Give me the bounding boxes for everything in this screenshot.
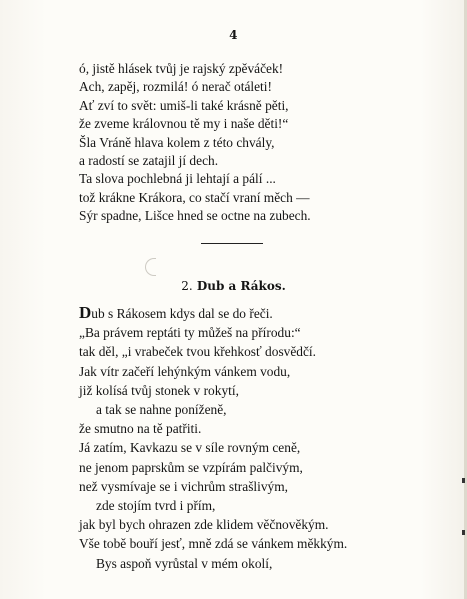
verse-line: Vše tobě bouří jesť, mně zdá se vánkem měkkým. — [79, 536, 348, 552]
verse-line: jak byl bych ohrazen zde klidem věčnověkým. — [79, 517, 329, 533]
scan-artifact — [462, 530, 465, 535]
verse-line: Šla Vráně hlava kolem z této chvály, — [79, 134, 275, 150]
section-title-text: Dub a Rákos. — [196, 279, 286, 293]
verse-line: ó, jistě hlásek tvůj je rajský zpěváček! — [79, 61, 284, 76]
verse-line: tož krákne Krákora, co stačí vraní měch — — [79, 189, 310, 205]
section-heading — [0, 279, 467, 293]
section-number: 2. — [181, 279, 193, 293]
verse-line: Ach, zapěj, rozmilá! ó nerač otáleti! — [79, 79, 272, 95]
verse-line: než vysmívaje se i vichrům strašlivým, — [79, 478, 288, 494]
poem-dub-a-rakos — [79, 303, 347, 573]
page-number: 4 — [229, 28, 238, 42]
verse-line: již kolísá tvůj stonek v rokytí, — [79, 382, 239, 398]
verse-line: Jak vítr začeří lehýnkým vánkem vodu, — [79, 363, 291, 379]
scan-artifact — [462, 478, 465, 483]
verse-line: že zveme královnou tě my i naše děti!“ — [79, 116, 289, 132]
ink-blot — [145, 258, 156, 276]
section-divider — [201, 243, 263, 244]
verse-line: tak děl, „i vrabeček tvou křehkosť dosvědčí. — [79, 344, 317, 360]
verse-line-first — [79, 303, 347, 323]
initial-letter: D — [79, 303, 92, 322]
verse-line: a tak se nahne poníženě, — [96, 402, 227, 418]
fable-continuation — [79, 60, 311, 226]
verse-line: a radostí se zatajil jí dech. — [79, 153, 219, 169]
verse-line: „Ba právem reptáti ty můžeš na přírodu:“ — [79, 325, 301, 341]
verse-line: Ať zví to svět: umiš-li také krásně pěti, — [79, 97, 289, 113]
verse-line: Ta slova pochlebná ji lehtají a pálí ... — [79, 171, 276, 187]
verse-line: Já zatím, Kavkazu se v síle rovným ceně, — [79, 440, 301, 456]
verse-line: Bys aspoň vyrůstal v mém okolí, — [96, 555, 273, 571]
verse-line: ne jenom paprskům se vzpírám palčivým, — [79, 459, 303, 475]
verse-line: že smutno na tě patřiti. — [79, 421, 202, 437]
first-line-rest: ub s Rákosem kdys dal se do řeči. — [91, 306, 273, 321]
verse-line: zde stojím tvrd i přím, — [96, 498, 216, 514]
verse-line: Sýr spadne, Lišce hned se octne na zubech. — [79, 208, 311, 224]
